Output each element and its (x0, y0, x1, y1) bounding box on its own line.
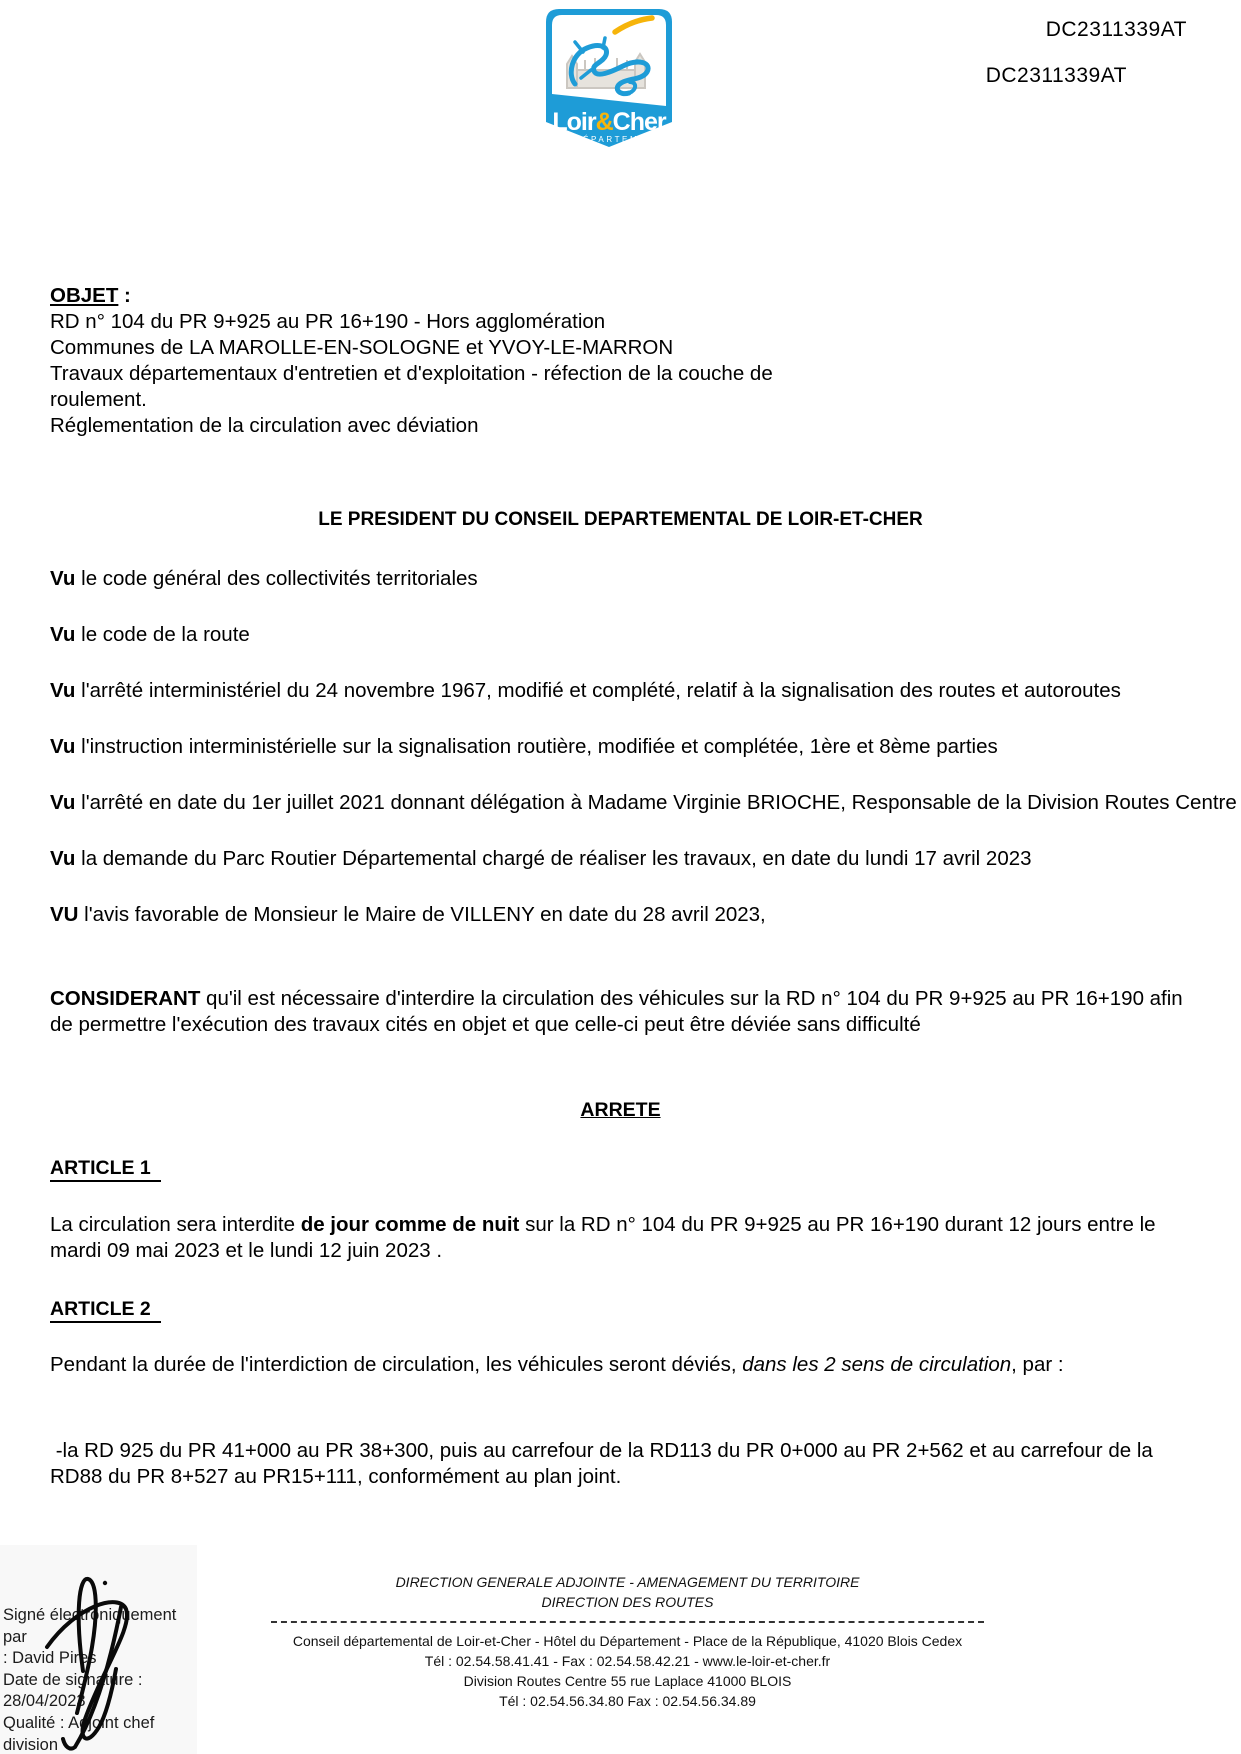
department-logo (545, 8, 673, 153)
footer-contact1: Tél : 02.54.58.41.41 - Fax : 02.54.58.42.21 - www.le-loir-et-cher.fr (424, 1653, 831, 1669)
vu-clause-6 (50, 846, 1032, 872)
reference-number-second: DC2311339AT (985, 64, 1127, 87)
article-1-text: sur la RD n° 104 du PR 9+925 au PR 16+190 durant 12 jours entre le mardi 09 mai 2023 et le lundi 12 juin 2023 . (50, 1213, 1156, 1262)
reference-number-top: DC2311339AT (1045, 18, 1187, 41)
article-2-italic-text: dans les 2 sens de circulation (742, 1353, 1012, 1376)
vu-prefix: Vu (50, 623, 76, 646)
objet-line: RD n° 104 du PR 9+925 au PR 16+190 - Hors agglomération (50, 310, 606, 333)
objet-line: roulement. (50, 388, 147, 411)
objet-line: Travaux départementaux d'entretien et d'exploitation - réfection de la couche de (50, 362, 773, 385)
article-1-bold-text: de jour comme de nuit (300, 1213, 520, 1236)
signature-line: Date de signature : (3, 1670, 143, 1689)
article-1-heading: ARTICLE 1 (50, 1157, 161, 1182)
objet-label-line (50, 283, 1200, 309)
footer-direction-line1: DIRECTION GENERALE ADJOINTE - AMENAGEMENT DU TERRITOIRE (395, 1574, 860, 1590)
article-1-text: La circulation sera interdite (50, 1213, 301, 1236)
vu-prefix: VU (50, 903, 79, 926)
vu-text: l'arrêté interministériel du 24 novembre 1967, modifié et complété, relatif à la signalisation des routes et autoroutes (75, 679, 1121, 702)
signature-line: Signé électroniquement par (3, 1606, 177, 1646)
article-2-heading-row (50, 1298, 161, 1323)
president-title: LE PRESIDENT DU CONSEIL DEPARTEMENTAL DE LOIR-ET-CHER (318, 509, 923, 530)
signature-dot (103, 1581, 107, 1585)
footer-dashed-divider (271, 1621, 984, 1623)
signature-line: 28/04/2023 (3, 1692, 86, 1711)
considerant-text: qu'il est nécessaire d'interdire la circulation des véhicules sur la RD n° 104 du PR 9+925 au PR 16+190 afin de permettre l'exécution des travaux cités en objet et que celle-ci peut être déviée sans difficulté (50, 987, 1183, 1036)
footer-direction-line2: DIRECTION DES ROUTES (541, 1594, 714, 1610)
objet-section (50, 283, 1200, 439)
vu-prefix: Vu (50, 791, 76, 814)
logo-subtitle: LE DÉPARTEMENT (554, 135, 664, 144)
article-1-body (50, 1212, 1195, 1264)
vu-clause-3 (50, 678, 1121, 704)
logo-wordmark: Loir&Cher (552, 108, 666, 136)
article-1-heading-row (50, 1157, 161, 1182)
vu-prefix: Vu (50, 735, 76, 758)
deviation-paragraph: -la RD 925 du PR 41+000 au PR 38+300, puis au carrefour de la RD113 du PR 0+000 au PR 2+562 et au carrefour de la RD88 du PR 8+527 au PR15+111, conformément au plan joint. (50, 1439, 1159, 1488)
footer (245, 1572, 1010, 1711)
vu-prefix: Vu (50, 679, 76, 702)
arrete-heading: ARRETE (580, 1099, 661, 1121)
article-2-text: Pendant la durée de l'interdiction de circulation, les véhicules seront déviés, (50, 1353, 743, 1376)
vu-clause-2 (50, 622, 250, 648)
vu-text: l'instruction interministérielle sur la signalisation routière, modifiée et complétée, 1ère et 8ème parties (75, 735, 998, 758)
signature-line: division (3, 1735, 59, 1754)
vu-clause-1 (50, 566, 478, 592)
objet-line: Communes de LA MAROLLE-EN-SOLOGNE et YVOY-LE-MARRON (50, 336, 674, 359)
objet-label: OBJET (50, 284, 119, 307)
footer-address: Conseil départemental de Loir-et-Cher - Hôtel du Département - Place de la République, 41020 Blois Cedex (292, 1633, 963, 1649)
objet-line: Réglementation de la circulation avec déviation (50, 414, 479, 437)
footer-division: Division Routes Centre 55 rue Laplace 41000 BLOIS (463, 1673, 792, 1689)
vu-clause-7 (50, 902, 766, 928)
vu-text: le code général des collectivités territoriales (75, 567, 478, 590)
vu-clause-5 (50, 790, 1237, 816)
signature-line: Qualité : Adjoint chef (3, 1713, 155, 1732)
signature-line: : David Pires (3, 1649, 97, 1668)
article-2-text: , par : (1011, 1353, 1064, 1376)
vu-text: le code de la route (75, 623, 250, 646)
vu-text: l'avis favorable de Monsieur le Maire de VILLENY en date du 28 avril 2023, (78, 903, 766, 926)
vu-prefix: Vu (50, 847, 76, 870)
footer-contact2: Tél : 02.54.56.34.80 Fax : 02.54.56.34.89 (499, 1693, 756, 1709)
signature-text (3, 1605, 197, 1754)
article-2-heading: ARTICLE 2 (50, 1298, 161, 1323)
considerant-paragraph (50, 986, 1195, 1038)
vu-clause-4 (50, 734, 998, 760)
vu-prefix: Vu (50, 567, 76, 590)
arrete-heading-row (50, 1099, 1191, 1122)
article-2-body (50, 1352, 1195, 1378)
loir-et-cher-logo-icon (545, 8, 673, 148)
considerant-label: CONSIDERANT (50, 987, 201, 1010)
vu-text: l'arrêté en date du 1er juillet 2021 donnant délégation à Madame Virginie BRIOCHE, Responsable de la Division Routes Centre (75, 791, 1237, 814)
vu-text: la demande du Parc Routier Départemental chargé de réaliser les travaux, en date du lundi 17 avril 2023 (75, 847, 1032, 870)
objet-colon: : (118, 284, 131, 307)
signature-block (0, 1545, 197, 1754)
